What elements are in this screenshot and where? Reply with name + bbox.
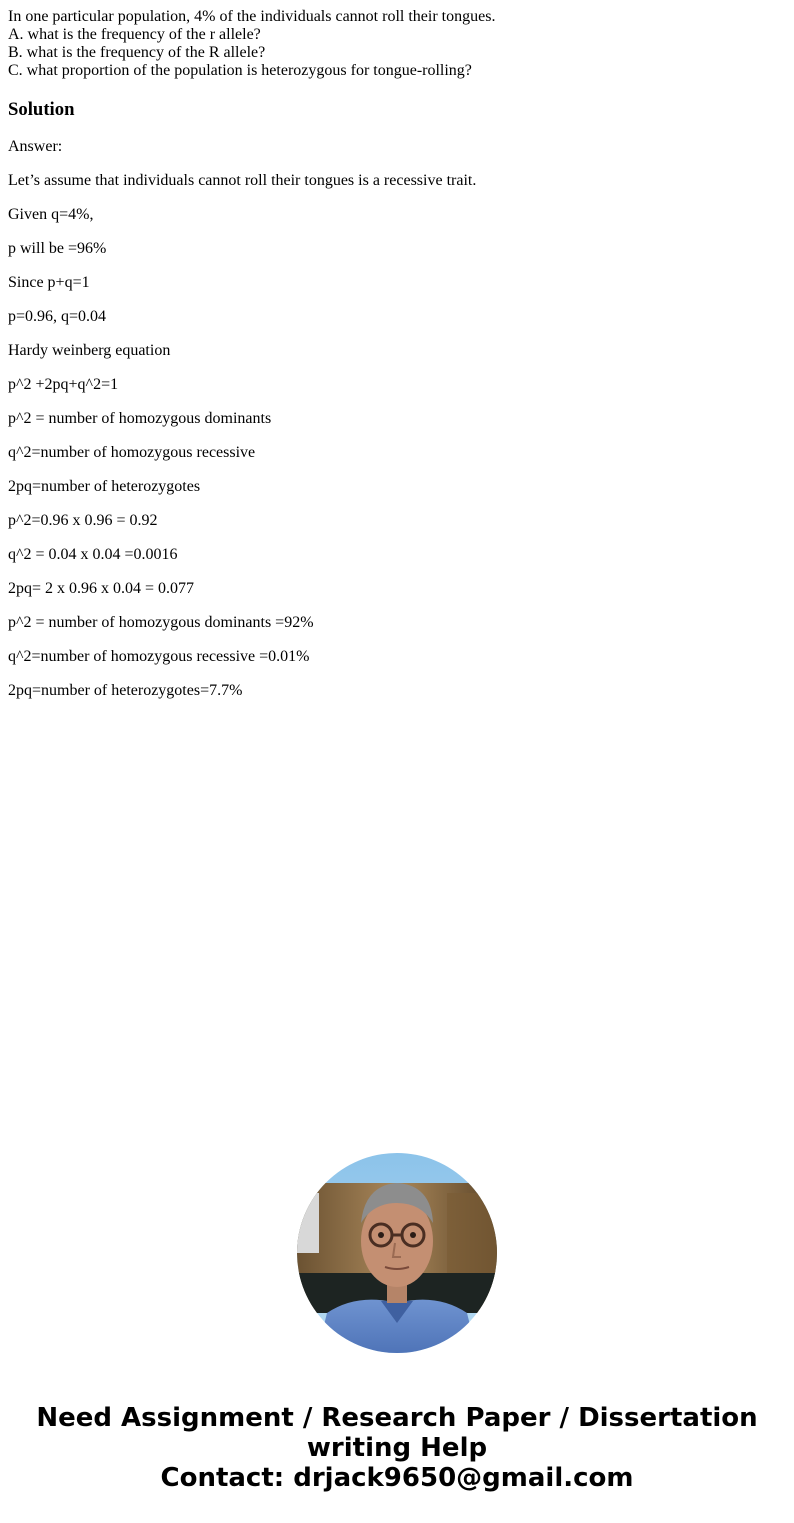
promo-headline: Need Assignment / Research Paper / Dissertation [36, 1403, 758, 1433]
promo-subheadline: writing Help [306, 1433, 488, 1463]
solution-line: 2pq=number of heterozygotes=7.7% [8, 682, 243, 699]
solution-line: 2pq= 2 x 0.96 x 0.04 = 0.077 [8, 580, 195, 597]
solution-line: Since p+q=1 [8, 274, 90, 291]
promo-contact: Contact: drjack9650@gmail.com [160, 1463, 634, 1493]
solution-line: p will be =96% [8, 240, 107, 257]
solution-line: p^2 +2pq+q^2=1 [8, 376, 119, 393]
question-block [8, 8, 786, 80]
document-body [8, 8, 786, 716]
author-avatar [297, 1153, 497, 1353]
author-portrait-image [297, 1153, 497, 1353]
solution-line: Given q=4%, [8, 206, 94, 223]
solution-heading: Solution [8, 99, 75, 120]
solution-line: Let’s assume that individuals cannot roll their tongues is a recessive trait. [8, 172, 477, 189]
solution-line: p^2 = number of homozygous dominants =92% [8, 614, 314, 631]
solution-body [8, 138, 786, 716]
solution-line: q^2 = 0.04 x 0.04 =0.0016 [8, 546, 178, 563]
solution-line: q^2=number of homozygous recessive [8, 444, 256, 461]
solution-line: q^2=number of homozygous recessive =0.01% [8, 648, 310, 665]
question-part-a: A. what is the frequency of the r allele? [8, 26, 261, 43]
solution-line: 2pq=number of heterozygotes [8, 478, 201, 495]
promo-banner [0, 1403, 794, 1493]
solution-line: Hardy weinberg equation [8, 342, 171, 359]
question-part-c: C. what proportion of the population is heterozygous for tongue-rolling? [8, 62, 472, 79]
answer-label: Answer: [8, 138, 63, 155]
question-part-b: B. what is the frequency of the R allele? [8, 44, 266, 61]
solution-line: p^2 = number of homozygous dominants [8, 410, 272, 427]
question-text: In one particular population, 4% of the individuals cannot roll their tongues. [8, 8, 496, 25]
solution-line: p^2=0.96 x 0.96 = 0.92 [8, 512, 158, 529]
solution-line: p=0.96, q=0.04 [8, 308, 107, 325]
